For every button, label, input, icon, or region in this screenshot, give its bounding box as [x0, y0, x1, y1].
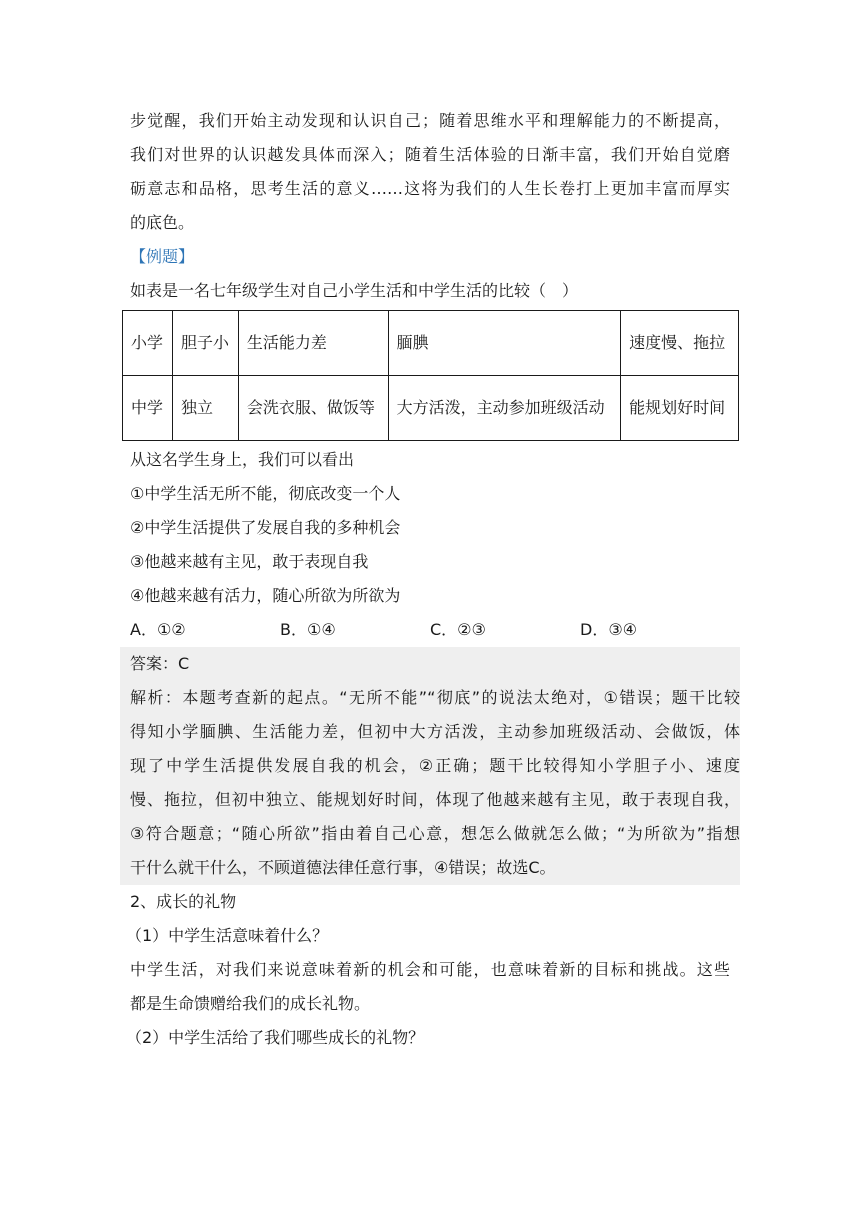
paragraph-line: 步觉醒，我们开始主动发现和认识自己；随着思维水平和理解能力的不断提高，	[130, 111, 730, 130]
analysis-line: 得知小学腼腆、生活能力差，但初中大方活泼，主动参加班级活动、会做饭，体	[130, 722, 740, 741]
option-a: A．①②	[130, 620, 186, 639]
table-cell: 生活能力差	[238, 311, 388, 376]
table-cell: 会洗衣服、做饭等	[238, 376, 388, 441]
statement: ④他越来越有活力，随心所欲为所欲为	[130, 586, 401, 605]
sub-question: （2）中学生活给了我们哪些成长的礼物？	[126, 1028, 425, 1047]
statement: ②中学生活提供了发展自我的多种机会	[130, 518, 401, 537]
paragraph-line: 都是生命馈赠给我们的成长礼物。	[130, 994, 371, 1013]
section-title: 2、成长的礼物	[130, 892, 237, 911]
analysis-line: 解析：本题考查新的起点。“无所不能”“彻底”的说法太绝对，①错误；题干比较	[130, 688, 740, 707]
statement: ①中学生活无所不能，彻底改变一个人	[130, 484, 401, 503]
comparison-table	[122, 310, 739, 441]
question-stem: 从这名学生身上，我们可以看出	[130, 450, 355, 469]
paragraph-line: 中学生活，对我们来说意味着新的机会和可能，也意味着新的目标和挑战。这些	[130, 960, 730, 979]
option-b: B．①④	[280, 620, 336, 639]
table-cell: 速度慢、拖拉	[621, 311, 739, 376]
paragraph-line: 砺意志和品格，思考生活的意义……这将为我们的人生长卷打上更加丰富而厚实	[130, 179, 730, 198]
analysis-line: ③符合题意；“随心所欲”指由着自己心意，想怎么做就怎么做；“为所欲为”指想	[130, 824, 740, 843]
analysis-line: 慢、拖拉，但初中独立、能规划好时间，体现了他越来越有主见，敢于表现自我，	[130, 790, 740, 809]
table-row	[123, 376, 739, 441]
option-c: C．②③	[430, 620, 486, 639]
table-cell: 腼腆	[388, 311, 621, 376]
answer-options	[130, 613, 730, 647]
analysis-line: 现了中学生活提供发展自我的机会，②正确；题干比较得知小学胆子小、速度	[130, 756, 740, 775]
paragraph-line: 我们对世界的认识越发具体而深入；随着生活体验的日渐丰富，我们开始自觉磨	[130, 145, 730, 164]
table-cell: 能规划好时间	[621, 376, 739, 441]
answer-block	[120, 647, 740, 885]
table-cell: 大方活泼，主动参加班级活动	[388, 376, 621, 441]
answer-line: 答案：C	[130, 654, 190, 673]
analysis-line: 干什么就干什么，不顾道德法律任意行事，④错误；故选C。	[130, 858, 556, 877]
table-row	[123, 311, 739, 376]
question-text: 如表是一名七年级学生对自己小学生活和中学生活的比较（ ）	[130, 281, 579, 300]
statement: ③他越来越有主见，敢于表现自我	[130, 552, 369, 571]
document-page	[126, 104, 740, 1055]
paragraph-line: 的底色。	[130, 213, 195, 232]
table-cell: 独立	[172, 376, 238, 441]
table-cell: 胆子小	[172, 311, 238, 376]
option-d: D．③④	[580, 620, 638, 639]
table-cell: 中学	[123, 376, 173, 441]
table-cell: 小学	[123, 311, 173, 376]
example-tag: 【例题】	[130, 247, 195, 266]
sub-question: （1）中学生活意味着什么？	[126, 926, 329, 945]
